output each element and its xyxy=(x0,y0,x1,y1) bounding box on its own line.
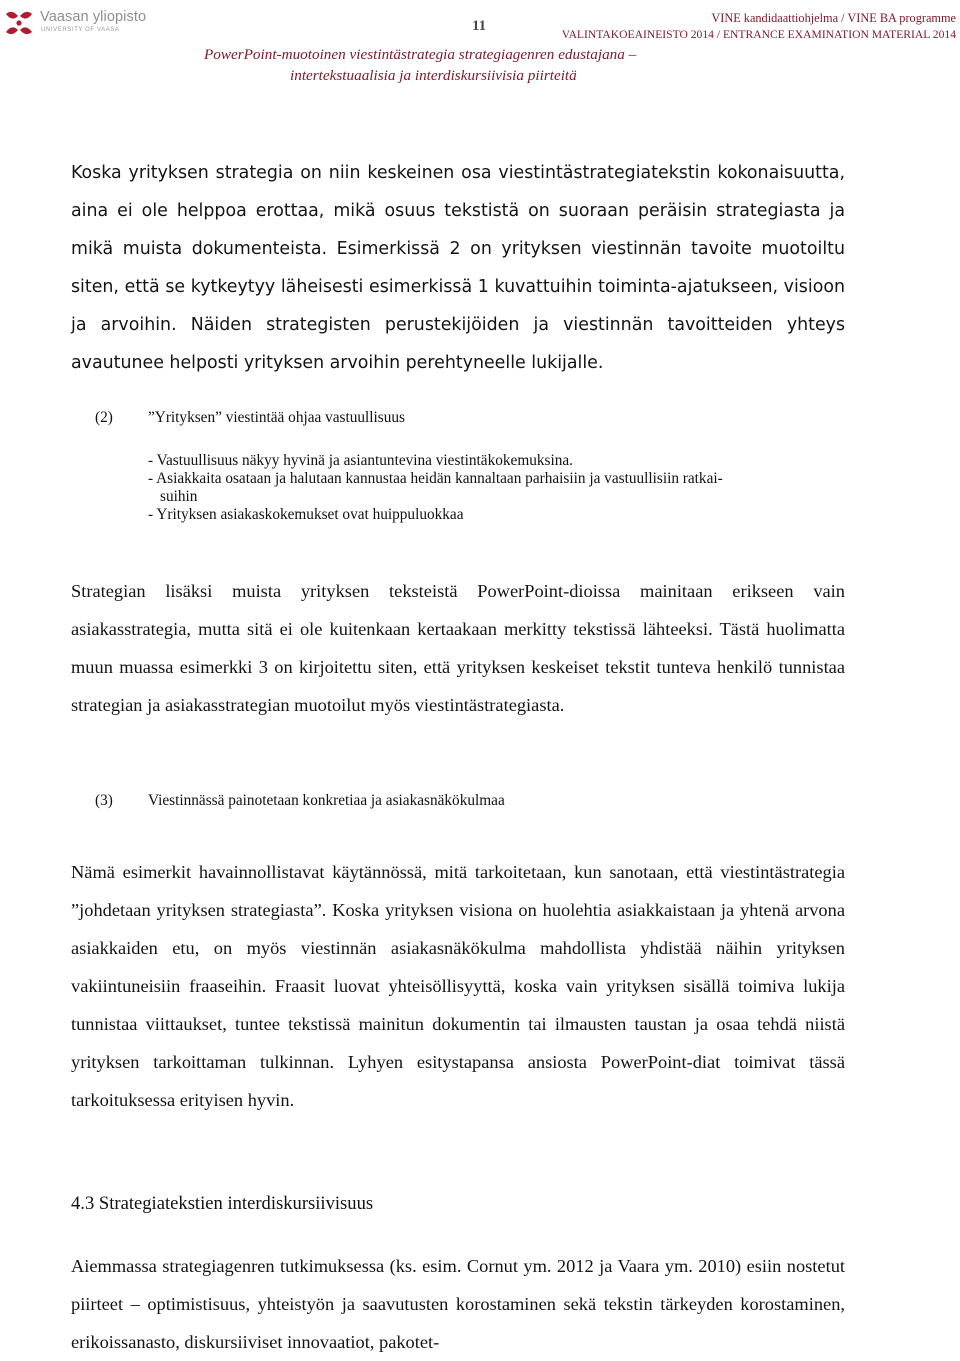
running-title-line2: intertekstuaalisia ja interdiskursiivisia piirteitä xyxy=(290,67,577,84)
university-logo-icon xyxy=(4,10,34,36)
paragraph-1-block xyxy=(71,154,845,382)
example-2-bullets xyxy=(148,452,848,524)
example-2-bullet-2: - Asiakkaita osataan ja halutaan kannustaa heidän kannaltaan parhaisiin ja vastuullisiin ratkai- xyxy=(148,470,723,487)
programme-label: VINE kandidaattiohjelma / VINE BA programme xyxy=(711,11,956,25)
logo-title: Vaasan yliopisto xyxy=(40,9,147,25)
example-2-number: (2) xyxy=(95,409,113,426)
example-3-number: (3) xyxy=(95,792,113,809)
example-3-title: Viestinnässä painotetaan konkretiaa ja asiakasnäkökulmaa xyxy=(148,792,505,809)
example-2-bullet-2-cont: suihin xyxy=(160,488,198,505)
example-2-bullet-1: - Vastuullisuus näkyy hyvinä ja asiantuntevina viestintäkokemuksina. xyxy=(148,452,573,469)
paragraph-1: Koska yrityksen strategia on niin keskeinen osa viestintästrategiatekstin kokonaisuutta, aina ei ole helppoa erottaa, mikä osuus tekstistä on suoraan peräisin strategiasta ja mikä muista dokumenteista. Esimerkissä 2 on yrityksen viestinnän tavoite muotoiltu siten, että se kytkeytyy läheisesti esimerkissä 1 kuvattuihin toiminta-ajatukseen, visioon ja arvoihin. Näiden strategisten perustekijöiden ja viestinnän tavoitteiden yhteys avautunee helposti yrityksen arvoihin perehtyneelle lukijalle. xyxy=(71,163,845,373)
section-heading: 4.3 Strategiatekstien interdiskursiivisuus xyxy=(71,1193,374,1214)
paragraph-3: Nämä esimerkit havainnollistavat käytännössä, mitä tarkoitetaan, kun sanotaan, että viestintästrategia ”johdetaan yrityksen strategiasta”. Koska yrityksen visiona on huolehtia asiakkaistaan ja yhtenä arvona asiakkaiden etu, on myös viestinnän asiakasnäkökulma mahdollista yhdistää näihin yrityksen vakiintuneisiin fraaseihin. Fraasit luovat yhteisöllisyyttä, koska vain yrityksen sisällä toimiva lukija tunnistaa viittaukset, tuntee tekstissä mainitun dokumentin tai ilmausten taustan ja osaa tehdä niistä yrityksen tarkoittaman tulkinnan. Lyhyen esitystapansa ansiosta PowerPoint-diat toimivat tässä tarkoituksessa erityisen hyvin. xyxy=(71,862,845,1110)
logo-subtitle: UNIVERSITY OF VAASA xyxy=(41,27,120,33)
example-2-title: ”Yrityksen” viestintää ohjaa vastuullisuus xyxy=(148,409,406,426)
paragraph-4: Aiemmassa strategiagenren tutkimuksessa (ks. esim. Cornut ym. 2012 ja Vaara ym. 2010) esiin nostetut piirteet – optimistisuus, yhteistyön ja saavutusten korostaminen sekä tekstin tärkeyden korostaminen, erikoissanasto, diskursiiviset innovaatiot, pakotet- xyxy=(71,1256,845,1352)
paragraph-3-block xyxy=(71,853,845,1119)
example-2-bullet-3: - Yrityksen asiakaskokemukset ovat huippuluokkaa xyxy=(148,506,464,523)
running-title-line1: PowerPoint-muotoinen viestintästrategia strategiagenren edustajana – xyxy=(204,46,637,63)
exam-material-label: VALINTAKOEAINEISTO 2014 / ENTRANCE EXAMINATION MATERIAL 2014 xyxy=(561,28,956,41)
page-number: 11 xyxy=(472,18,487,34)
paragraph-2: Strategian lisäksi muista yrityksen teksteistä PowerPoint-dioissa mainitaan erikseen vain asiakasstrategia, mutta sitä ei ole kuitenkaan kertaakaan merkitty tekstissä lähteeksi. Tästä huolimatta muun muassa esimerkki 3 on kirjoitettu siten, että yrityksen keskeiset tekstit tunteva henkilö tunnistaa strategian ja asiakasstrategian muotoilut myös viestintästrategiasta. xyxy=(71,581,845,715)
university-logo xyxy=(4,8,147,36)
paragraph-4-block xyxy=(71,1247,845,1361)
paragraph-2-block xyxy=(71,572,845,724)
